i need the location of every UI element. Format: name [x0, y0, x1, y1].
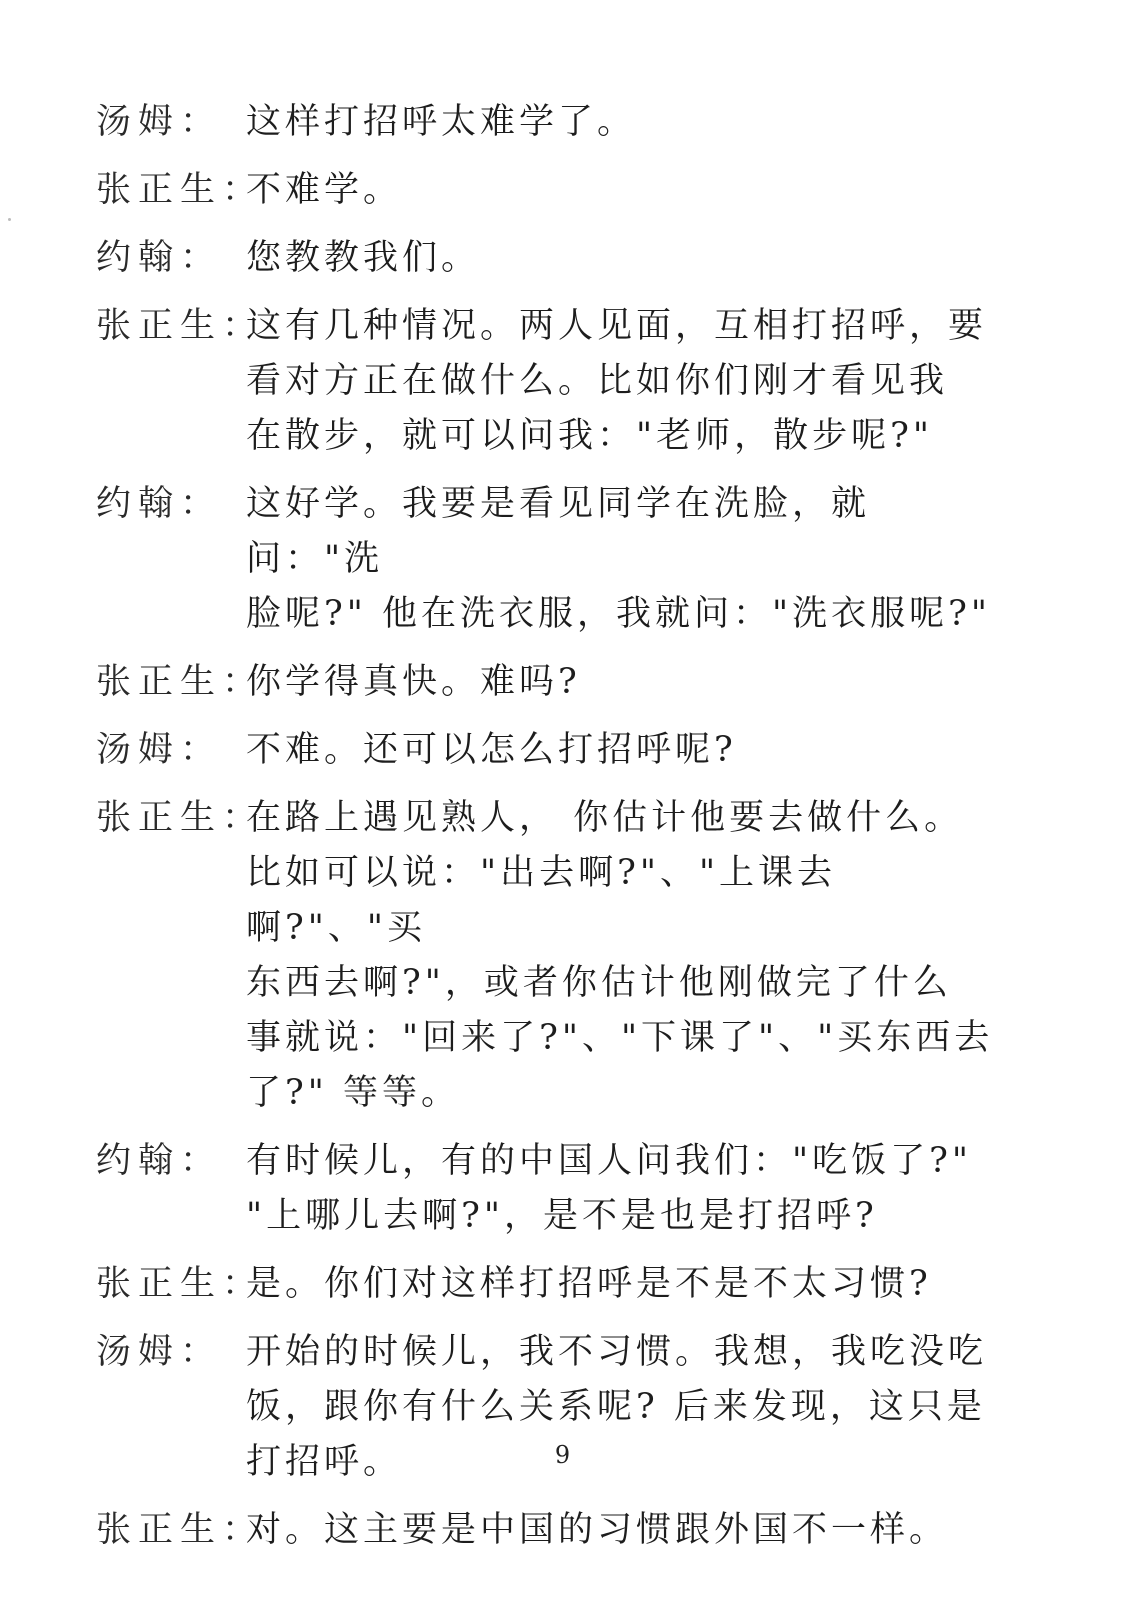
utterance-text: 您教教我们。 [246, 238, 481, 278]
utterance-text: 在路上遇见熟人， 你估计他要去做什么。 比如可以说："出去啊?"、"上课去啊?"、"买 东西去啊?"，或者你估计他刚做完了什么 事就说："回来了?"、"下课了"、"买东西去 了?" 等等。 [246, 798, 994, 1113]
utterance-text: 对。这主要是中国的习惯跟外国不一样。 [246, 1510, 949, 1550]
utterance-text: 有时候儿，有的中国人问我们："吃饭了?" "上哪儿去啊?"，是不是也是打招呼? [246, 1141, 972, 1236]
speaker-name: 张正生： [96, 1264, 265, 1304]
dialogue-turn [96, 791, 1006, 1121]
utterance-text: 是。你们对这样打招呼是不是不太习惯? [246, 1264, 932, 1304]
dialogue-turn [96, 1134, 1006, 1244]
speaker-name: 约翰： [96, 1141, 223, 1181]
speaker-name: 张正生： [96, 306, 265, 346]
speaker-name: 约翰： [96, 238, 223, 278]
utterance-text: 开始的时候儿，我不习惯。我想，我吃没吃 饭，跟你有什么关系呢? 后来发现，这只是 打招呼。 [246, 1332, 988, 1482]
speaker-name: 约翰： [96, 484, 223, 524]
speaker-name: 汤姆： [96, 730, 223, 770]
dialogue-turn [96, 163, 1006, 218]
scan-speck [8, 218, 11, 221]
dialogue-turn [96, 299, 1006, 464]
dialogue [96, 95, 1006, 1571]
speaker-name: 张正生： [96, 1510, 265, 1550]
dialogue-turn [96, 1503, 1006, 1558]
utterance-text: 你学得真快。难吗? [246, 662, 581, 702]
dialogue-turn [96, 1257, 1006, 1312]
speaker-name: 张正生： [96, 170, 265, 210]
speaker-name: 张正生： [96, 662, 265, 702]
dialogue-turn [96, 655, 1006, 710]
dialogue-turn [96, 477, 1006, 642]
utterance-text: 这样打招呼太难学了。 [246, 102, 637, 142]
utterance-text: 这好学。我要是看见同学在洗脸，就问："洗 脸呢?" 他在洗衣服，我就问："洗衣服呢?" [246, 484, 991, 634]
dialogue-turn [96, 231, 1006, 286]
speaker-name: 汤姆： [96, 1332, 223, 1372]
speaker-name: 张正生： [96, 798, 265, 838]
dialogue-turn [96, 723, 1006, 778]
utterance-text: 不难学。 [246, 170, 403, 210]
dialogue-turn [96, 95, 1006, 150]
speaker-name: 汤姆： [96, 102, 223, 142]
utterance-text: 这有几种情况。两人见面，互相打招呼，要 看对方正在做什么。比如你们刚才看见我 在散步，就可以问我："老师，散步呢?" [246, 306, 988, 456]
utterance-text: 不难。还可以怎么打招呼呢? [246, 730, 737, 770]
page-number: 9 [554, 1441, 571, 1469]
